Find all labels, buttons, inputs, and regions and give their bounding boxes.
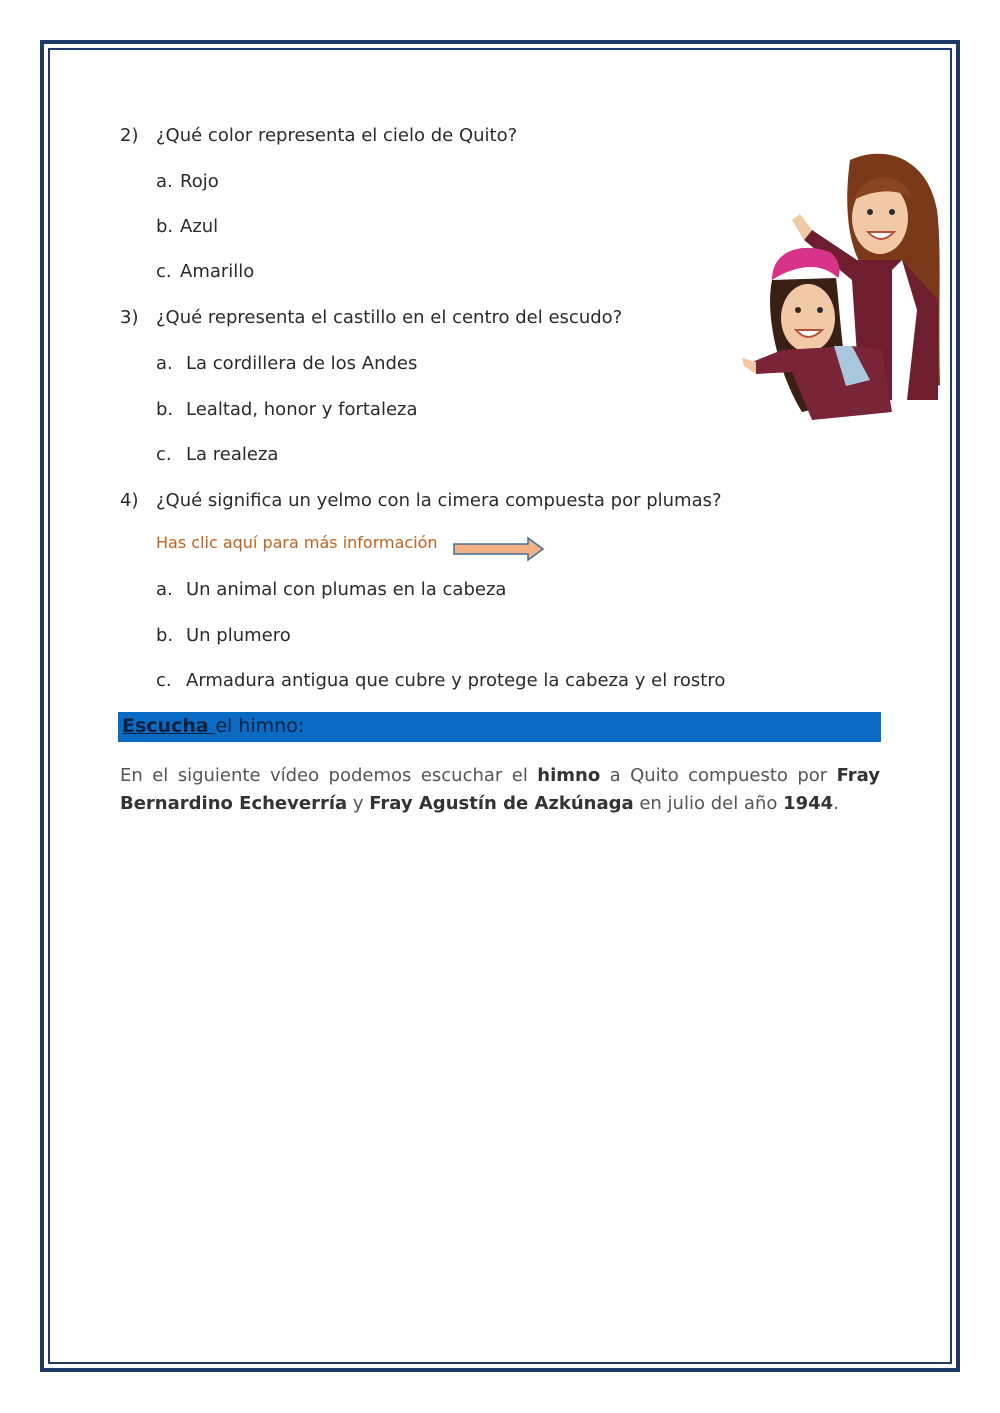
arrow-right-icon[interactable] [452,536,546,562]
question-number: 4) [120,490,139,511]
option-4b[interactable] [156,624,291,648]
paragraph-text: en julio del año [633,793,784,814]
option-4c[interactable] [156,669,725,693]
option-letter: c. [156,261,172,282]
paragraph-text: y [347,793,370,814]
question-text: ¿Qué significa un yelmo con la cimera compuesta por plumas? [156,490,722,511]
option-2a[interactable] [156,170,219,194]
intro-paragraph [120,762,880,818]
option-2c[interactable] [156,260,254,284]
option-3c[interactable] [156,443,278,467]
option-text: La cordillera de los Andes [186,353,418,374]
paragraph-bold: himno [537,765,601,786]
more-info-link[interactable]: Has clic aquí para más información [156,533,438,552]
option-text: Azul [180,216,219,237]
option-text: Lealtad, honor y fortaleza [186,399,418,420]
option-text: La realeza [186,444,279,465]
cartoon-girls-illustration [742,150,942,422]
question-3 [120,306,622,330]
question-2 [120,124,517,148]
option-3b[interactable] [156,398,418,422]
paragraph-text: a Quito compuesto por [600,765,837,786]
paragraph-text: . [833,793,839,814]
section-heading-bar [118,712,881,742]
section-heading-rest: el himno: [215,715,305,737]
option-text: Amarillo [180,261,255,282]
section-heading [122,715,304,737]
option-letter: a. [156,353,173,374]
paragraph-bold: Fray Agustín de Azkúnaga [369,793,634,814]
option-letter: c. [156,444,172,465]
question-4 [120,489,722,513]
paragraph-text: En el siguiente vídeo podemos escuchar el [120,765,538,786]
option-4a[interactable] [156,578,506,602]
option-letter: b. [156,399,174,420]
option-letter: a. [156,579,173,600]
option-letter: b. [156,625,174,646]
option-letter: b. [156,216,174,237]
option-2b[interactable] [156,215,218,239]
question-number: 3) [120,307,139,328]
option-text: Armadura antigua que cubre y protege la cabeza y el rostro [186,670,726,691]
option-text: Un animal con plumas en la cabeza [186,579,507,600]
paragraph-bold: Fray Bernardino Echeverría [120,765,880,814]
question-text: ¿Qué color representa el cielo de Quito? [156,125,518,146]
section-heading-bold: Escucha [122,715,216,737]
option-text: Rojo [180,171,219,192]
option-letter: a. [156,171,173,192]
question-text: ¿Qué representa el castillo en el centro del escudo? [156,307,623,328]
option-text: Un plumero [186,625,291,646]
option-3a[interactable] [156,352,417,376]
option-letter: c. [156,670,172,691]
paragraph-bold: 1944 [783,793,834,814]
question-number: 2) [120,125,139,146]
